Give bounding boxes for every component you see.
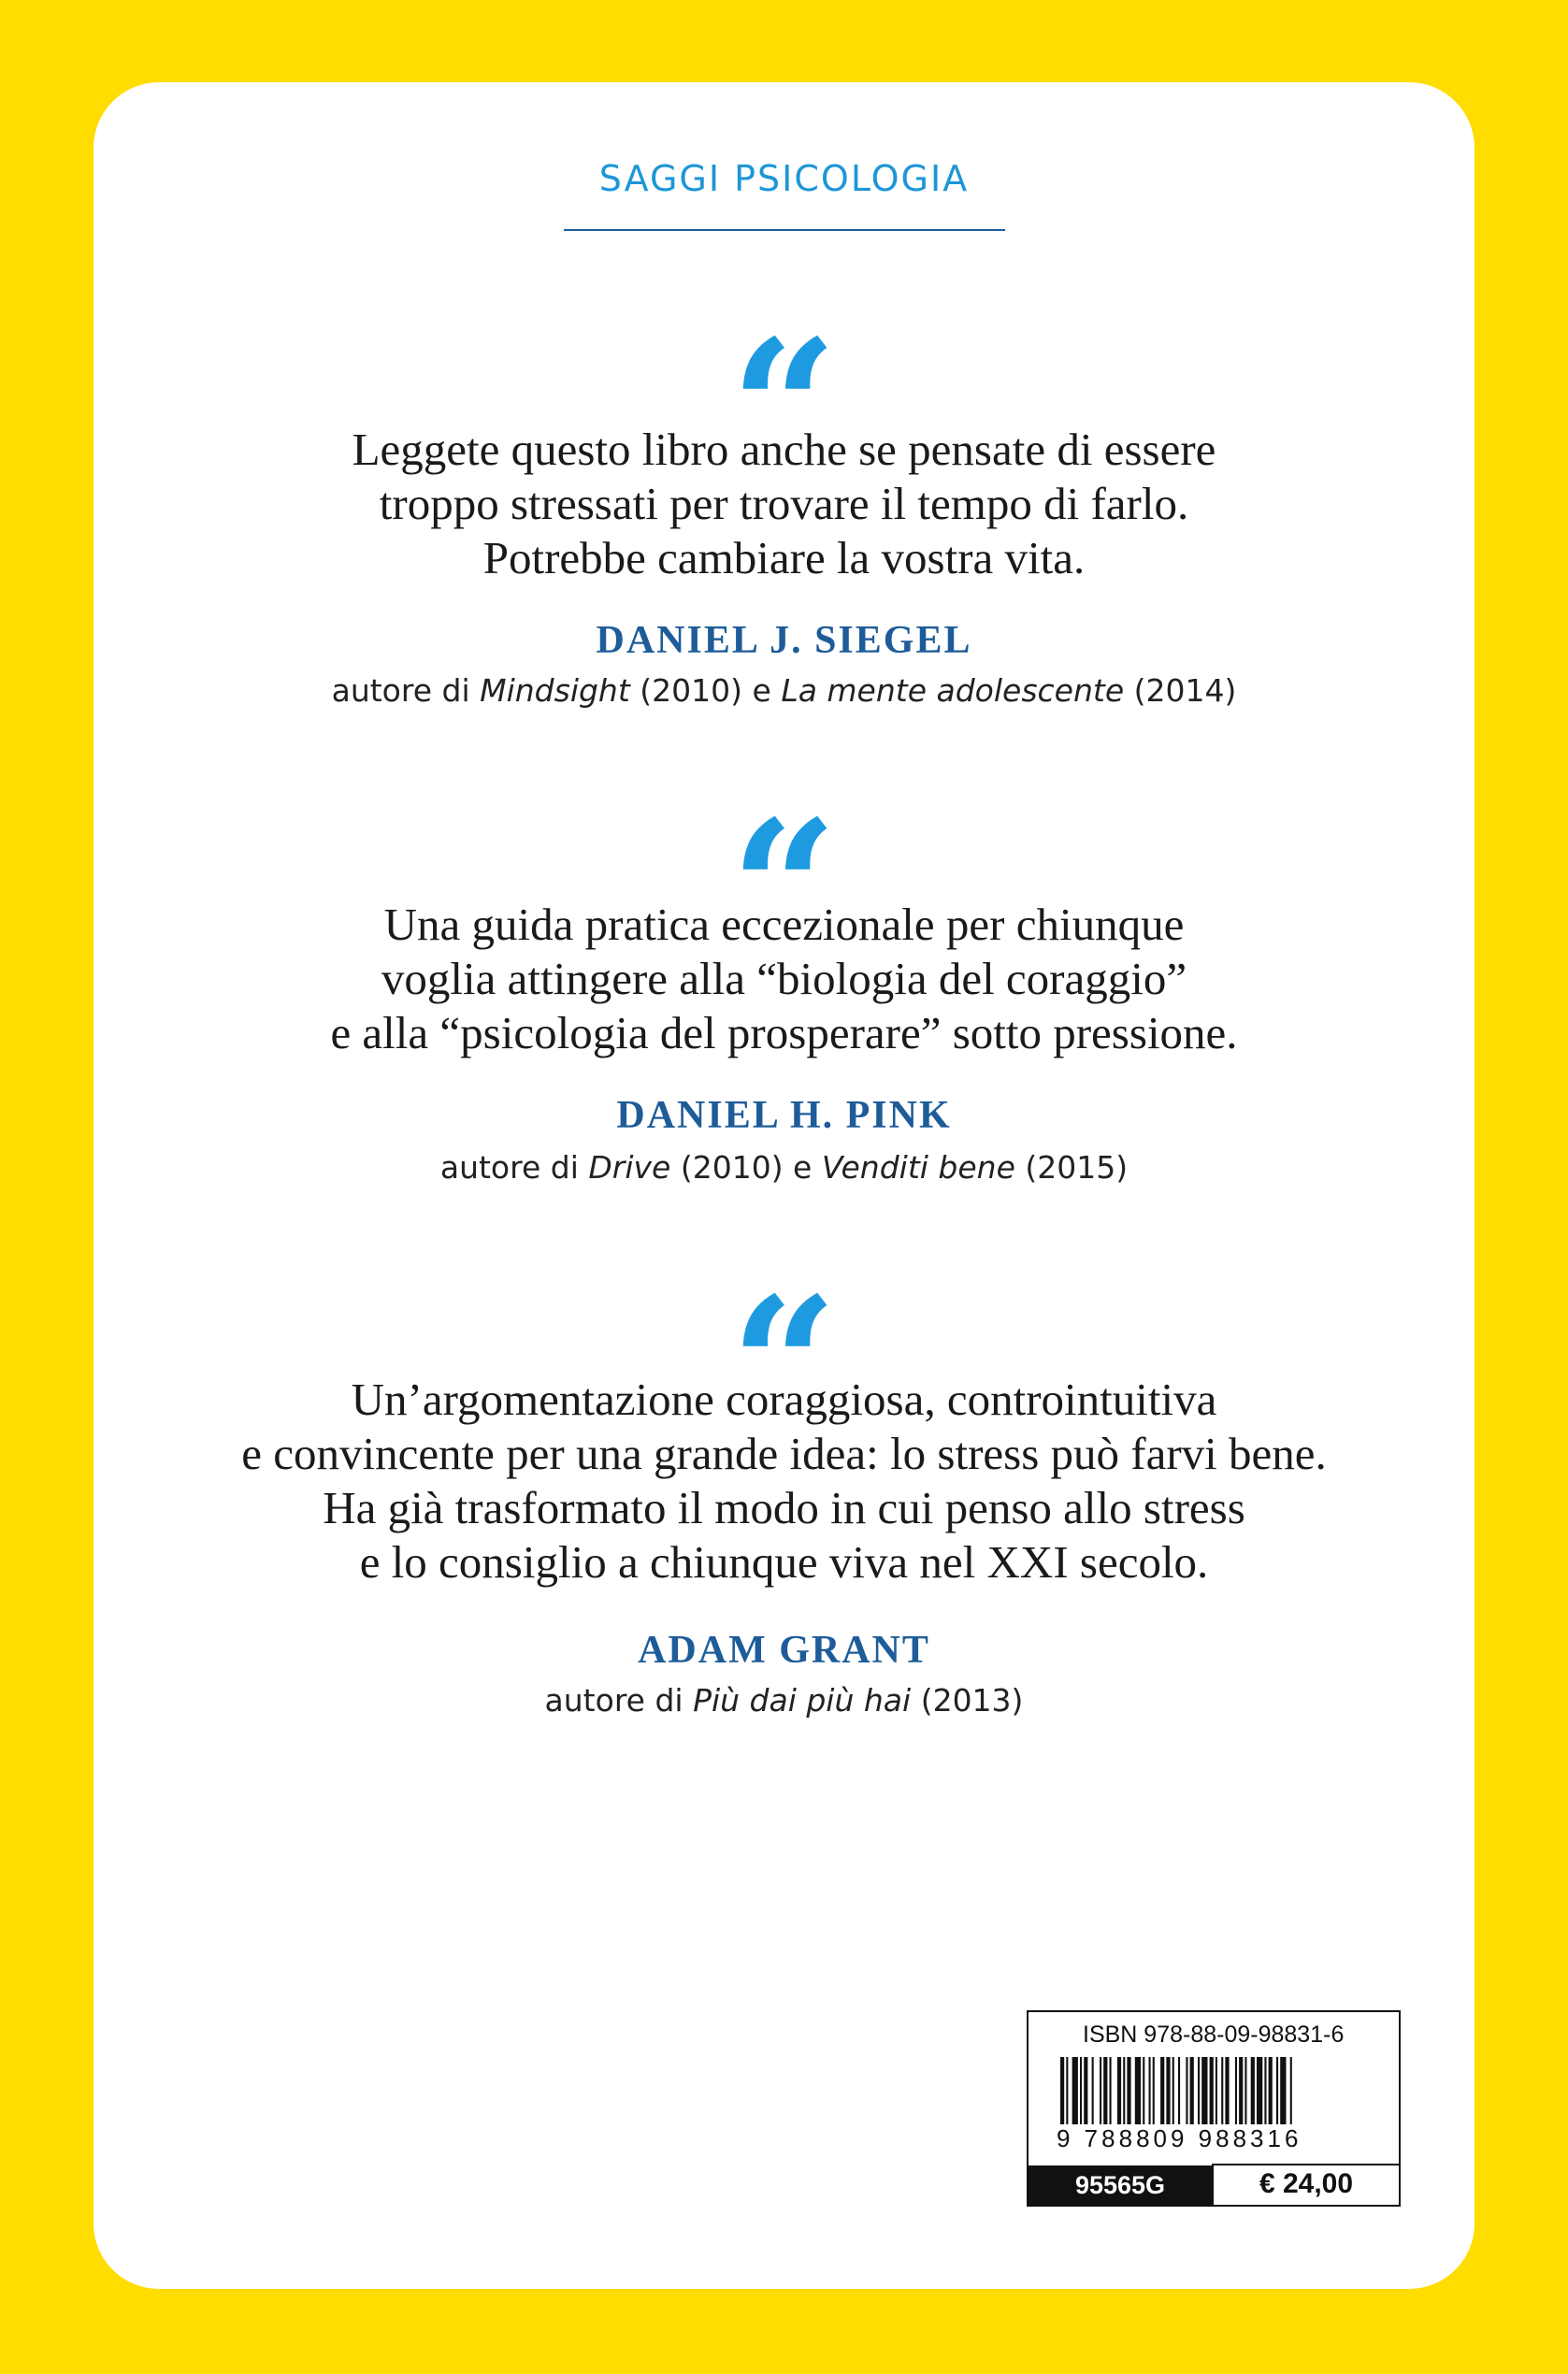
quote-line: Ha già trasformato il modo in cui penso allo stress [323, 1482, 1245, 1533]
author-credit [0, 1148, 1568, 1187]
barcode-digits: 9 788809 988316 [1057, 2124, 1302, 2152]
quote-line: Una guida pratica eccezionale per chiunque [383, 899, 1185, 950]
quote-text [0, 898, 1568, 1060]
credit-work-title: Venditi bene [821, 1149, 1015, 1186]
credit-prefix: autore di [331, 672, 481, 709]
quote-line: Un’argomentazione coraggiosa, controintuitiva [351, 1374, 1217, 1425]
credit-year: (2010) e [670, 1149, 822, 1186]
quote-mark-icon: “ [729, 316, 839, 428]
credit-year: (2010) e [629, 672, 782, 709]
quote-line: e convincente per una grande idea: lo stress può farvi bene. [241, 1428, 1327, 1479]
product-code: 95565G [1029, 2165, 1212, 2205]
quote-mark-icon: “ [729, 1273, 839, 1386]
credit-prefix: autore di [544, 1682, 694, 1719]
author-credit [0, 671, 1568, 711]
credit-year: (2015) [1014, 1149, 1129, 1186]
barcode-box [1027, 2010, 1401, 2207]
quote-author: DANIEL J. SIEGEL [596, 619, 972, 662]
category-divider [564, 229, 1005, 231]
credit-work-title: Più dai più hai [693, 1682, 912, 1719]
credit-prefix: autore di [439, 1149, 589, 1186]
isbn-label: ISBN 978-88-09-98831-6 [1083, 2021, 1345, 2048]
quote-line: Potrebbe cambiare la vostra vita. [482, 532, 1086, 583]
quote-line: e lo consiglio a chiunque viva nel XXI secolo. [359, 1536, 1209, 1588]
credit-year: (2013) [911, 1682, 1024, 1719]
quote-text [0, 1373, 1568, 1590]
quote-author: DANIEL H. PINK [616, 1094, 952, 1137]
category-label: SAGGI PSICOLOGIA [598, 158, 970, 199]
credit-work-title: La mente adolescente [781, 672, 1125, 709]
quote-line: voglia attingere alla “biologia del coraggio” [381, 953, 1187, 1004]
quote-author: ADAM GRANT [638, 1629, 930, 1672]
credit-work-title: Mindsight [480, 672, 630, 709]
quote-mark-icon: “ [729, 797, 839, 909]
price-label: € 24,00 [1212, 2164, 1399, 2205]
quote-line: Leggete questo libro anche se pensate di essere [352, 424, 1216, 475]
quote-line: e alla “psicologia del prosperare” sotto pressione. [330, 1007, 1238, 1058]
quote-text [0, 423, 1568, 585]
quote-line: troppo stressati per trovare il tempo di farlo. [379, 478, 1189, 529]
credit-year: (2014) [1124, 672, 1237, 709]
author-credit [0, 1681, 1568, 1720]
barcode-icon [1057, 2057, 1374, 2124]
credit-work-title: Drive [588, 1149, 671, 1186]
